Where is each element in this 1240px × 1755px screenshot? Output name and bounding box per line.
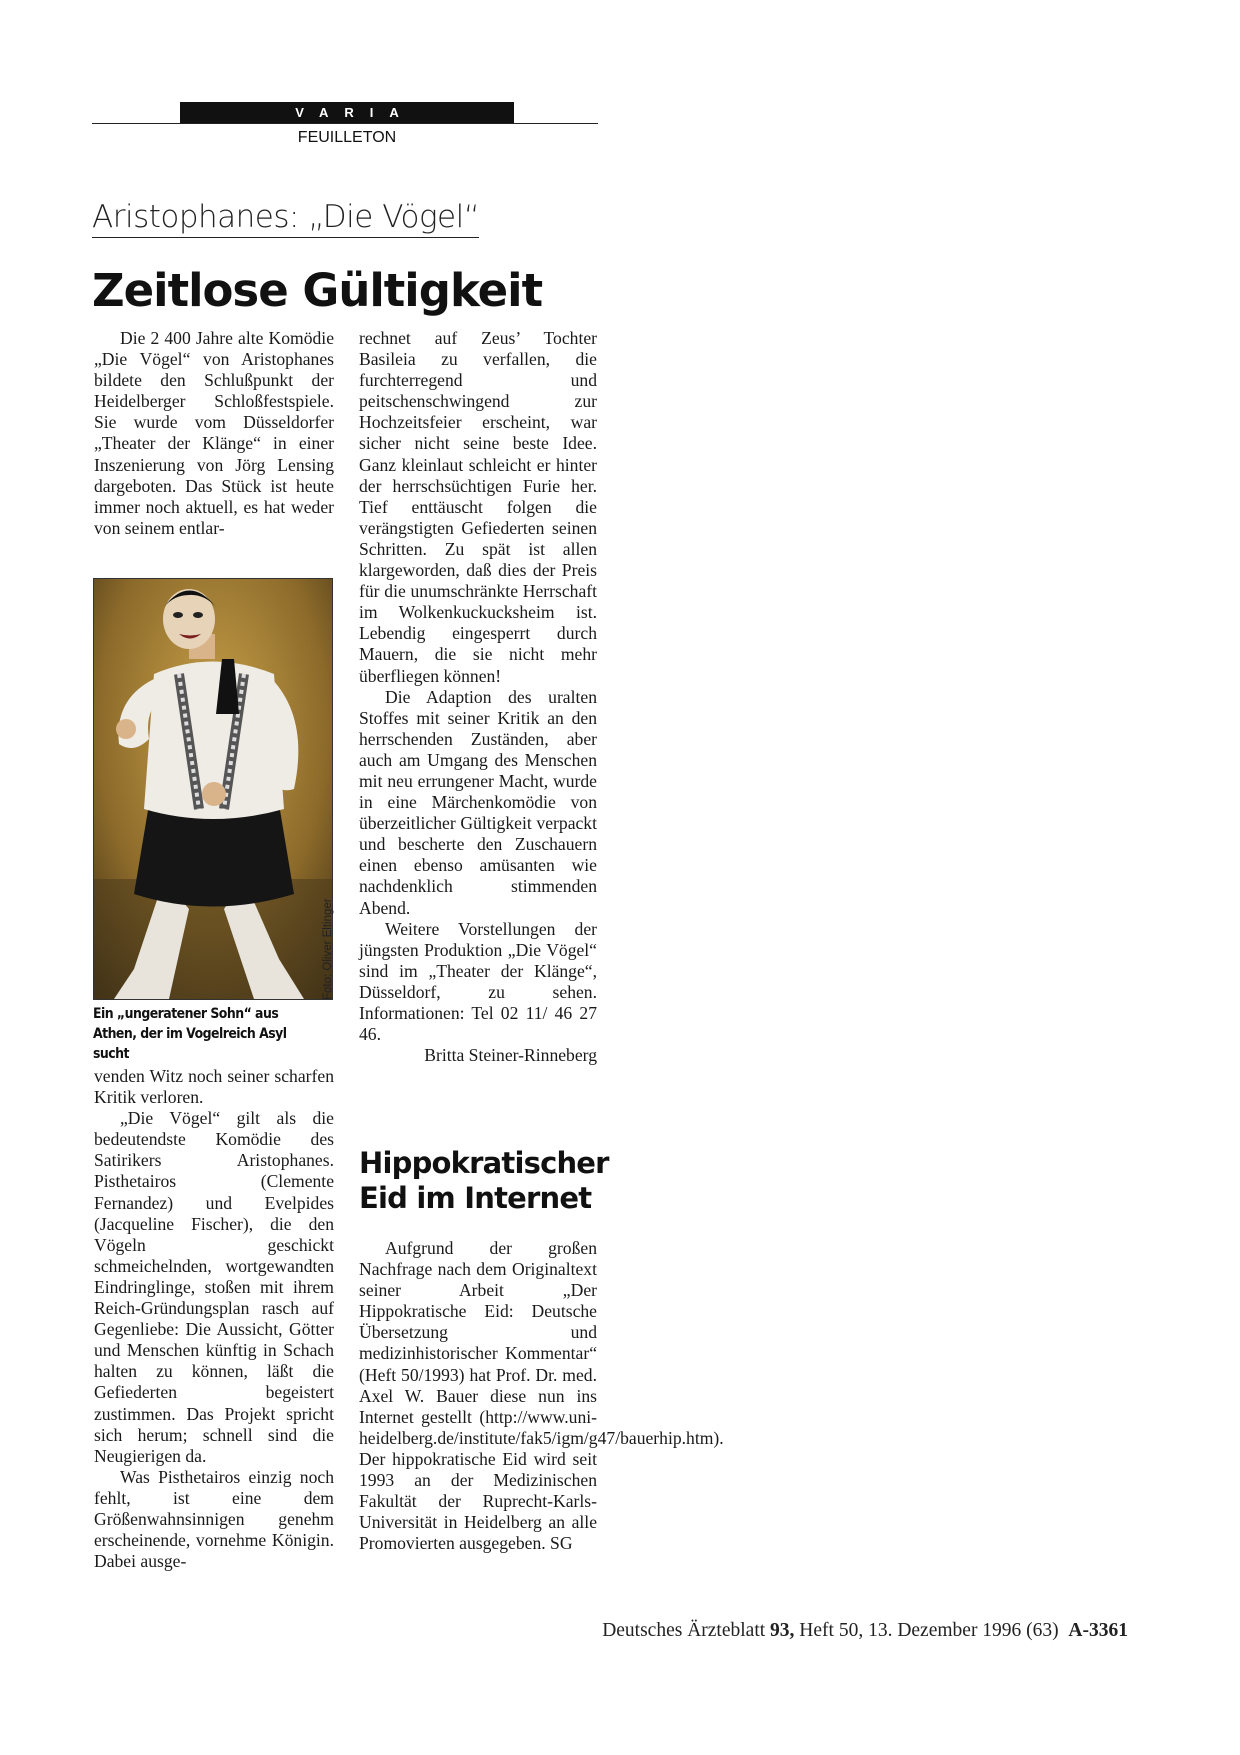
performer-photo-illustration <box>94 579 332 999</box>
paragraph: Die Adaption des uralten Stoffes mit seiner Kritik an den herrschenden Zuständen, aber auch am Umgang des Menschen mit neu errungener Macht, wurde in eine Märchenkomödie von überzeitlicher Gültigkeit verpackt und bescherte den Zuschauern einen ebenso amüsanten wie nachdenklich stimmenden Abend. <box>359 686 597 918</box>
paragraph: rechnet auf Zeus’ Tochter Basileia zu verfallen, die furchterregend und peitschenschwingend zur Hochzeitsfeier erscheint, war sicher nicht seine beste Idee. Ganz kleinlaut schleicht er hinter der herrschsüchtigen Furie her. Tief enttäuscht folgen die verängstigten Gefiederten seinen Schritten. Zu spät ist allen klargeworden, daß dies der Preis für die unumschränkte Herrschaft im Wolkenkuckucksheim ist. Lebendig eingesperrt durch Mauern, die sie nicht mehr überfliegen können! <box>359 328 597 686</box>
journal-name: Deutsches Ärzteblatt <box>602 1620 766 1641</box>
paragraph: „Die Vögel“ gilt als die bedeutendste Komödie des Satirikers Aristophanes. Pisthetairos (Clemente Fernandez) und Evelpides (Jacqueline Fischer), die den Vögeln geschickt schmeichelnden, wortgewandten Eindringlinge, stoßen mit ihrem Reich-Gründungsplan rasch auf Gegenliebe: Die Aussicht, Götter und Menschen künftig in Schach halten zu können, läßt die Gefiederten begeistert zustimmen. Das Projekt spricht sich herum; schnell sind die Neugierigen da. <box>94 1108 334 1466</box>
news-body <box>359 1238 724 1554</box>
article-column-2 <box>359 328 597 1066</box>
section-label: VARIA <box>180 102 514 123</box>
news-headline: Hippokratischer Eid im Internet <box>359 1146 609 1215</box>
article-photo <box>93 578 333 1000</box>
paragraph: Was Pisthetairos einzig noch fehlt, ist eine dem Größenwahnsinnigen genehm erscheinende, vornehme Königin. Dabei ausge- <box>94 1466 334 1572</box>
paragraph: Weitere Vorstellungen der jüngsten Produktion „Die Vögel“ sind im „Theater der Klänge“, Düsseldorf, zu sehen. Informationen: Tel 02 11/ 46 27 46. <box>359 918 597 1045</box>
photo-credit: Foto: Oliver Eltinger <box>322 898 334 1000</box>
issue-info: Heft 50, 13. Dezember 1996 (63) <box>799 1620 1059 1641</box>
volume-number: 93, <box>770 1620 795 1641</box>
header-rule <box>92 123 598 124</box>
subsection-label: FEUILLETON <box>297 129 397 146</box>
page-number: A-3361 <box>1068 1620 1128 1641</box>
article-author: Britta Steiner-Rinneberg <box>424 1045 597 1066</box>
paragraph: Aufgrund der großen Nachfrage nach dem Originaltext seiner Arbeit „Der Hippokratische Eid: Deutsche Übersetzung und medizinhistorischer Kommentar“ (Heft 50/1993) hat Prof. Dr. med. Axel W. Bauer diese nun ins Internet gestellt (http://www.uni-heidelberg.de/institute/fak5/igm/g47/bauerhip.htm). Der hippokratische Eid wird seit 1993 an der Medizinischen Fakultät der Ruprecht-Karls-Universität in Heidelberg an alle Promovierten ausgegeben. SG <box>359 1238 724 1554</box>
article-column-1-bottom <box>94 1066 334 1572</box>
paragraph: venden Witz noch seiner scharfen Kritik verloren. <box>94 1066 334 1108</box>
article-kicker: Aristophanes: „Die Vögel“ <box>92 198 479 238</box>
article-column-1-top <box>94 328 334 539</box>
paragraph: Die 2 400 Jahre alte Komödie „Die Vögel“ von Aristophanes bildete den Schlußpunkt der Heidelberger Schloßfestspiele. Sie wurde vom Düsseldorfer „Theater der Klänge“ in einer Inszenierung von Jörg Lensing dargeboten. Das Stück ist heute immer noch aktuell, es hat weder von seinem entlar- <box>94 328 334 538</box>
article-headline: Zeitlose Gültigkeit <box>92 264 543 317</box>
photo-caption: Ein „ungeratener Sohn“ aus Athen, der im Vogelreich Asyl sucht <box>93 1006 287 1062</box>
page-footer <box>560 1620 1128 1642</box>
